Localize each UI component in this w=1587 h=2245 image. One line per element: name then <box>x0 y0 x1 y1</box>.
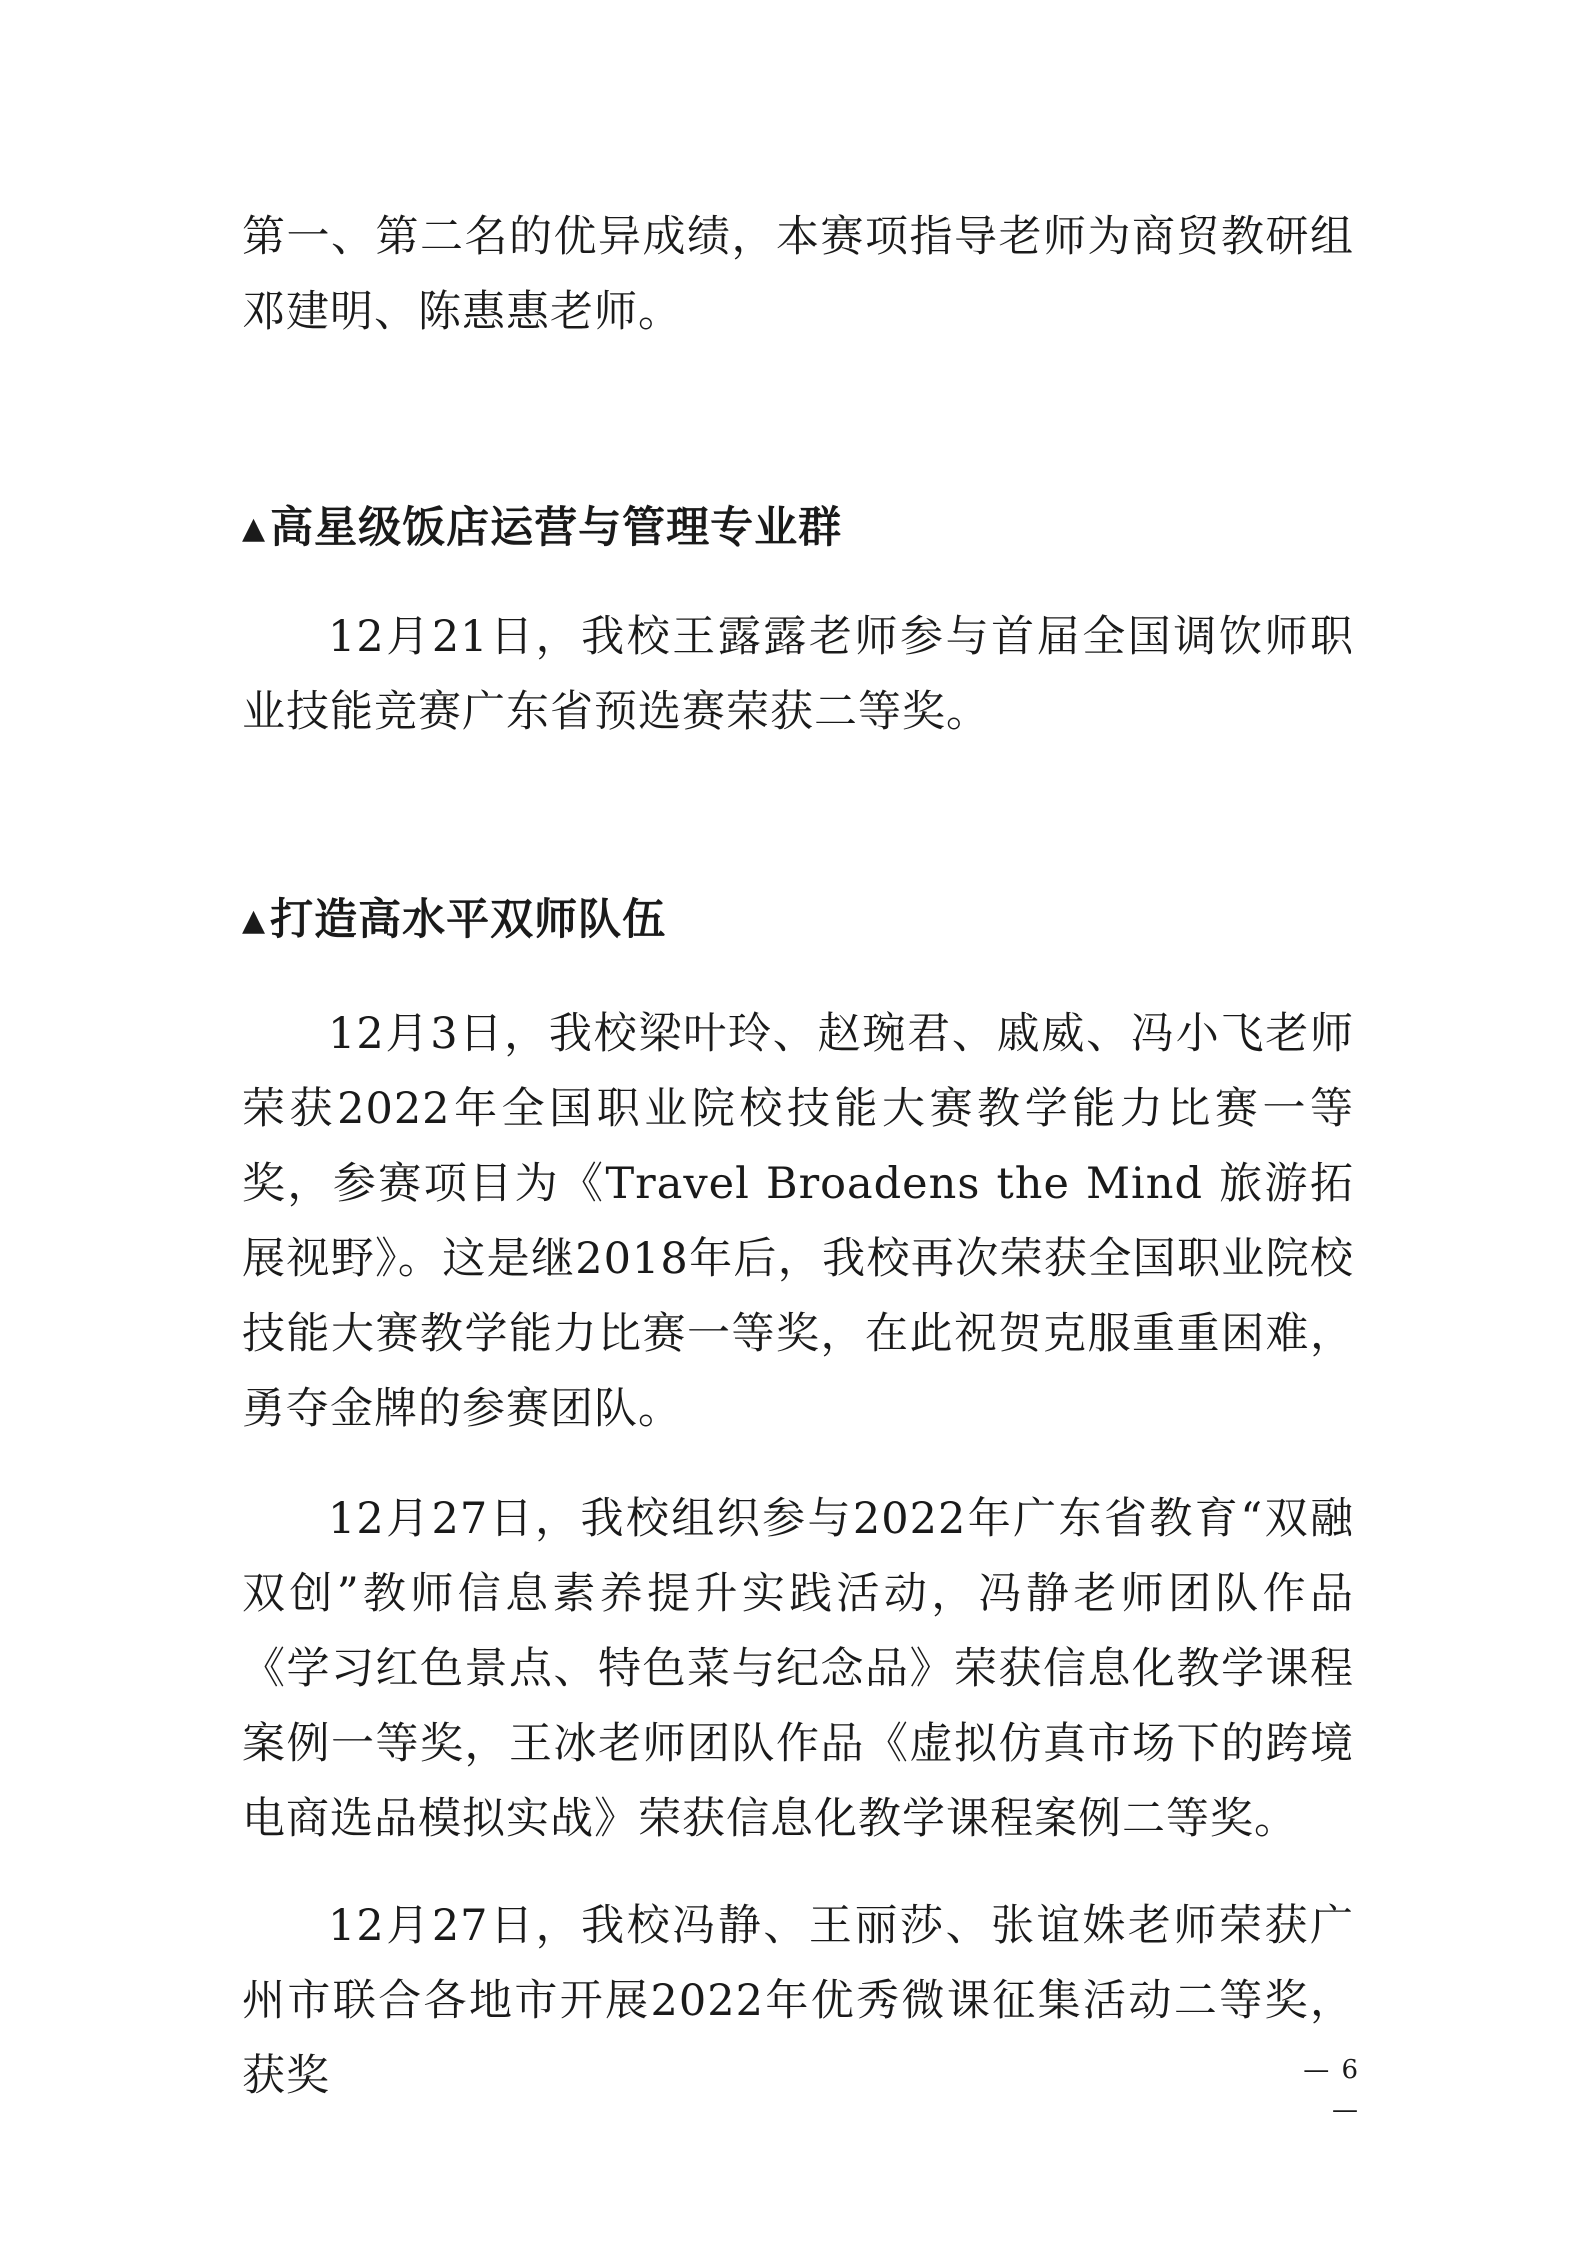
section-heading-teacher-team <box>242 890 1354 951</box>
triangle-icon: ▲ <box>242 903 267 938</box>
paragraph-bartender-award: 12月21日，我校王露露老师参与首届全国调饮师职业技能竞赛广东省预选赛荣获二等奖。 <box>242 612 1354 737</box>
paragraph-microcourse-award: 12月27日，我校冯静、王丽莎、张谊姝老师荣获广州市联合各地市开展2022年优秀微课征集活动二等奖，获奖 <box>242 1901 1354 2101</box>
triangle-icon: ▲ <box>242 511 267 546</box>
section-title: 打造高水平双师队伍 <box>270 895 667 945</box>
paragraph-information-literacy-award: 12月27日，我校组织参与2022年广东省教育“双融双创”教师信息素养提升实践活动，冯静老师团队作品《学习红色景点、特色菜与纪念品》荣获信息化教学课程案例一等奖，王冰老师团队作品《虚拟仿真市场下的跨境电商选品模拟实战》荣获信息化教学课程案例二等奖。 <box>242 1494 1354 1844</box>
page-number: — 6 — <box>1303 2055 1360 2125</box>
paragraph-continuation: 第一、第二名的优异成绩，本赛项指导老师为商贸教研组邓建明、陈惠惠老师。 <box>242 212 1354 337</box>
paragraph-teaching-ability-award: 12月3日，我校梁叶玲、赵琬君、戚威、冯小飞老师荣获2022年全国职业院校技能大赛教学能力比赛一等奖，参赛项目为《Travel Broadens the Mind 旅游拓展视野》。这是继2018年后，我校再次荣获全国职业院校技能大赛教学能力比赛一等奖，在此祝贺克服重重困难，勇夺金牌的参赛团队。 <box>242 1009 1354 1434</box>
section-heading-hotel-management <box>242 498 1354 559</box>
section-title: 高星级饭店运营与管理专业群 <box>270 503 843 553</box>
